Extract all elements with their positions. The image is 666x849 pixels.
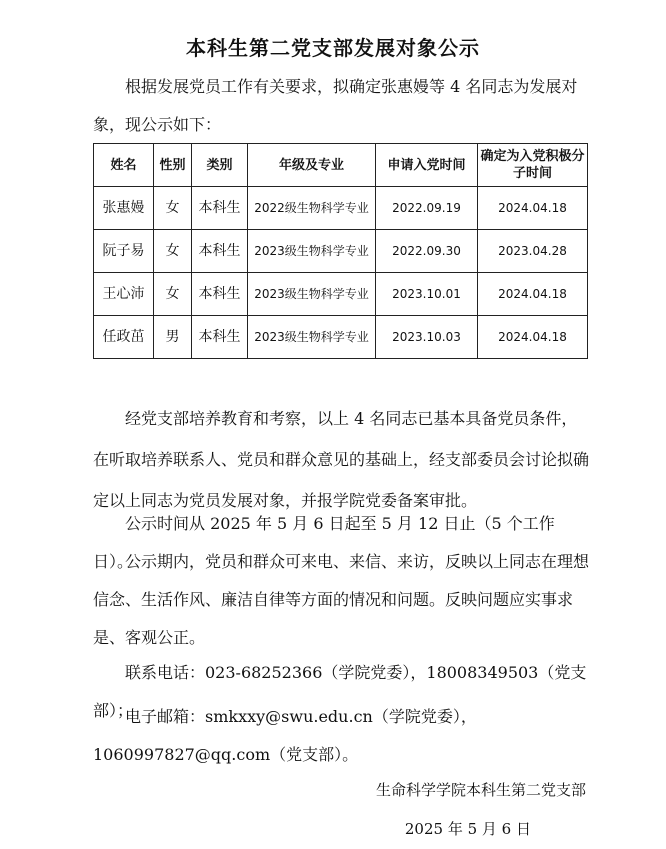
cell-major: 2022级生物科学专业 xyxy=(248,187,376,230)
cell-name: 阮子易 xyxy=(94,230,154,273)
contact-email: 电子邮箱：smkxxy@swu.edu.cn（学院党委），1060997827@qq.com（党支部）。 xyxy=(93,707,477,764)
header-apply-date: 申请入党时间 xyxy=(376,144,478,187)
cell-apply-date: 2023.10.03 xyxy=(376,316,478,359)
cell-type: 本科生 xyxy=(192,230,248,273)
document-title: 本科生第二党支部发展对象公示 xyxy=(186,36,480,60)
table-row xyxy=(94,187,588,230)
cell-type: 本科生 xyxy=(192,316,248,359)
header-type: 类别 xyxy=(192,144,248,187)
cell-name: 张惠嫚 xyxy=(94,187,154,230)
intro-paragraph: 根据发展党员工作有关要求，拟确定张惠嫚等 4 名同志为发展对象，现公示如下： xyxy=(93,77,578,134)
cell-name: 王心沛 xyxy=(94,273,154,316)
assessment-paragraph: 经党支部培养教育和考察，以上 4 名同志已基本具备党员条件，在听取培养联系人、党员和群众意见的基础上，经支部委员会讨论拟确定以上同志为党员发展对象，并报学院党委备案审批。 xyxy=(93,409,590,510)
cell-major: 2023级生物科学专业 xyxy=(248,273,376,316)
document-date: 2025 年 5 月 6 日 xyxy=(404,820,531,838)
cell-type: 本科生 xyxy=(192,273,248,316)
cell-gender: 女 xyxy=(154,230,192,273)
table-row xyxy=(94,273,588,316)
cell-activist-date: 2024.04.18 xyxy=(478,316,588,359)
publicity-period-paragraph: 公示时间从 2025 年 5 月 6 日起至 5 月 12 日止（5 个工作日）。 xyxy=(93,514,555,571)
cell-activist-date: 2023.04.28 xyxy=(478,230,588,273)
header-name: 姓名 xyxy=(94,144,154,187)
cell-apply-date: 2023.10.01 xyxy=(376,273,478,316)
cell-major: 2023级生物科学专业 xyxy=(248,230,376,273)
header-activist-date: 确定为入党积极分子时间 xyxy=(478,144,588,187)
contact-phone: 联系电话：023-68252366（学院党委），18008349503（党支部）； xyxy=(93,663,587,720)
cell-gender: 女 xyxy=(154,273,192,316)
cell-activist-date: 2024.04.18 xyxy=(478,273,588,316)
candidate-table xyxy=(93,143,588,359)
header-gender: 性别 xyxy=(154,144,192,187)
header-major: 年级及专业 xyxy=(248,144,376,187)
cell-apply-date: 2022.09.19 xyxy=(376,187,478,230)
cell-type: 本科生 xyxy=(192,187,248,230)
cell-gender: 男 xyxy=(154,316,192,359)
cell-gender: 女 xyxy=(154,187,192,230)
feedback-paragraph: 公示期内，党员和群众可来电、来信、来访，反映以上同志在理想信念、生活作风、廉洁自律等方面的情况和问题。反映问题应实事求是、客观公正。 xyxy=(93,552,590,647)
table-row xyxy=(94,316,588,359)
cell-apply-date: 2022.09.30 xyxy=(376,230,478,273)
cell-major: 2023级生物科学专业 xyxy=(248,316,376,359)
cell-name: 任政茁 xyxy=(94,316,154,359)
table-row xyxy=(94,230,588,273)
signature: 生命科学学院本科生第二党支部 xyxy=(375,781,586,799)
cell-activist-date: 2024.04.18 xyxy=(478,187,588,230)
table-header-row xyxy=(94,144,588,187)
